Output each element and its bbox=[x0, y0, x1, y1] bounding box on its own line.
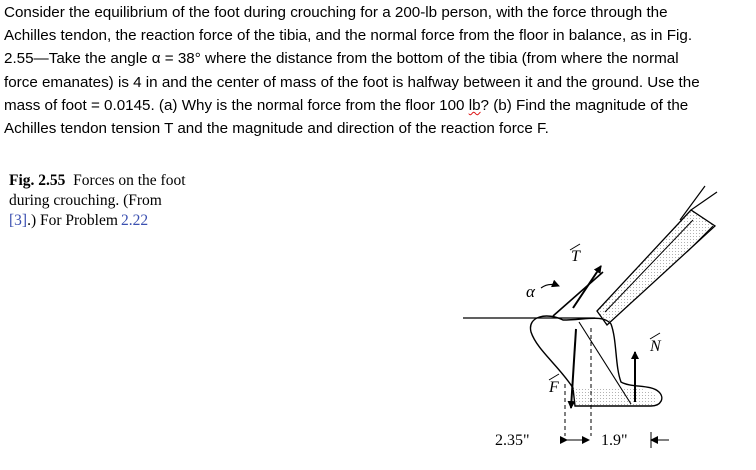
problem-line-4: force emanates) is 4 in and the center of mass of the foot is halfway between it and the ground. Use the bbox=[4, 73, 700, 91]
problem-line-1: Consider the equilibrium of the foot during crouching for a 200-lb person, with the force through the bbox=[4, 4, 668, 21]
problem-line-6: Achilles tendon tension T and the magnitude and direction of the reaction force F. bbox=[4, 119, 549, 137]
figure-caption bbox=[9, 171, 249, 231]
achilles-tendon bbox=[553, 272, 603, 316]
problem-line-5 bbox=[4, 94, 752, 117]
problem-line-3: 2.55—Take the angle α = 38° where the distance from the bottom of the tibia (from where the normal bbox=[4, 50, 679, 68]
tension-label: T bbox=[571, 248, 580, 265]
dimension-left-label: 2.35" bbox=[495, 432, 530, 449]
tension-arrow bbox=[573, 266, 601, 308]
caption-line-3 bbox=[9, 211, 249, 231]
problem-statement bbox=[4, 1, 752, 140]
problem-line-5-end: ? (b) Find the magnitude of the bbox=[480, 96, 689, 114]
figure-label: Fig. 2.55 bbox=[9, 172, 66, 189]
heel-pad bbox=[573, 388, 657, 406]
caption-text-1: Forces on the foot bbox=[73, 172, 186, 189]
caption-text-3: .) For Problem bbox=[27, 212, 122, 229]
caption-line-2: during crouching. (From bbox=[9, 192, 162, 209]
alpha-arc bbox=[541, 284, 559, 288]
dimension-right-label: 1.9" bbox=[601, 432, 628, 449]
reaction-label: F bbox=[549, 379, 559, 396]
leg-front-line bbox=[691, 192, 717, 210]
normal-label: N bbox=[650, 338, 661, 355]
tibia-inner-line bbox=[605, 220, 693, 312]
reference-link[interactable]: [3] bbox=[9, 212, 28, 229]
tibia-leg bbox=[597, 210, 715, 325]
alpha-label: α bbox=[526, 282, 535, 301]
caption-line-1 bbox=[9, 171, 249, 191]
foot-force-diagram bbox=[455, 160, 755, 465]
problem-line-5-start: mass of foot = 0.0145. (a) Why is the normal force from the floor 100 bbox=[4, 96, 469, 114]
spellcheck-word: lb bbox=[468, 96, 481, 114]
problem-link[interactable]: 2.22 bbox=[121, 212, 149, 229]
problem-line-2: Achilles tendon, the reaction force of the tibia, and the normal force from the floor in balance, as in Fig. bbox=[4, 27, 693, 45]
